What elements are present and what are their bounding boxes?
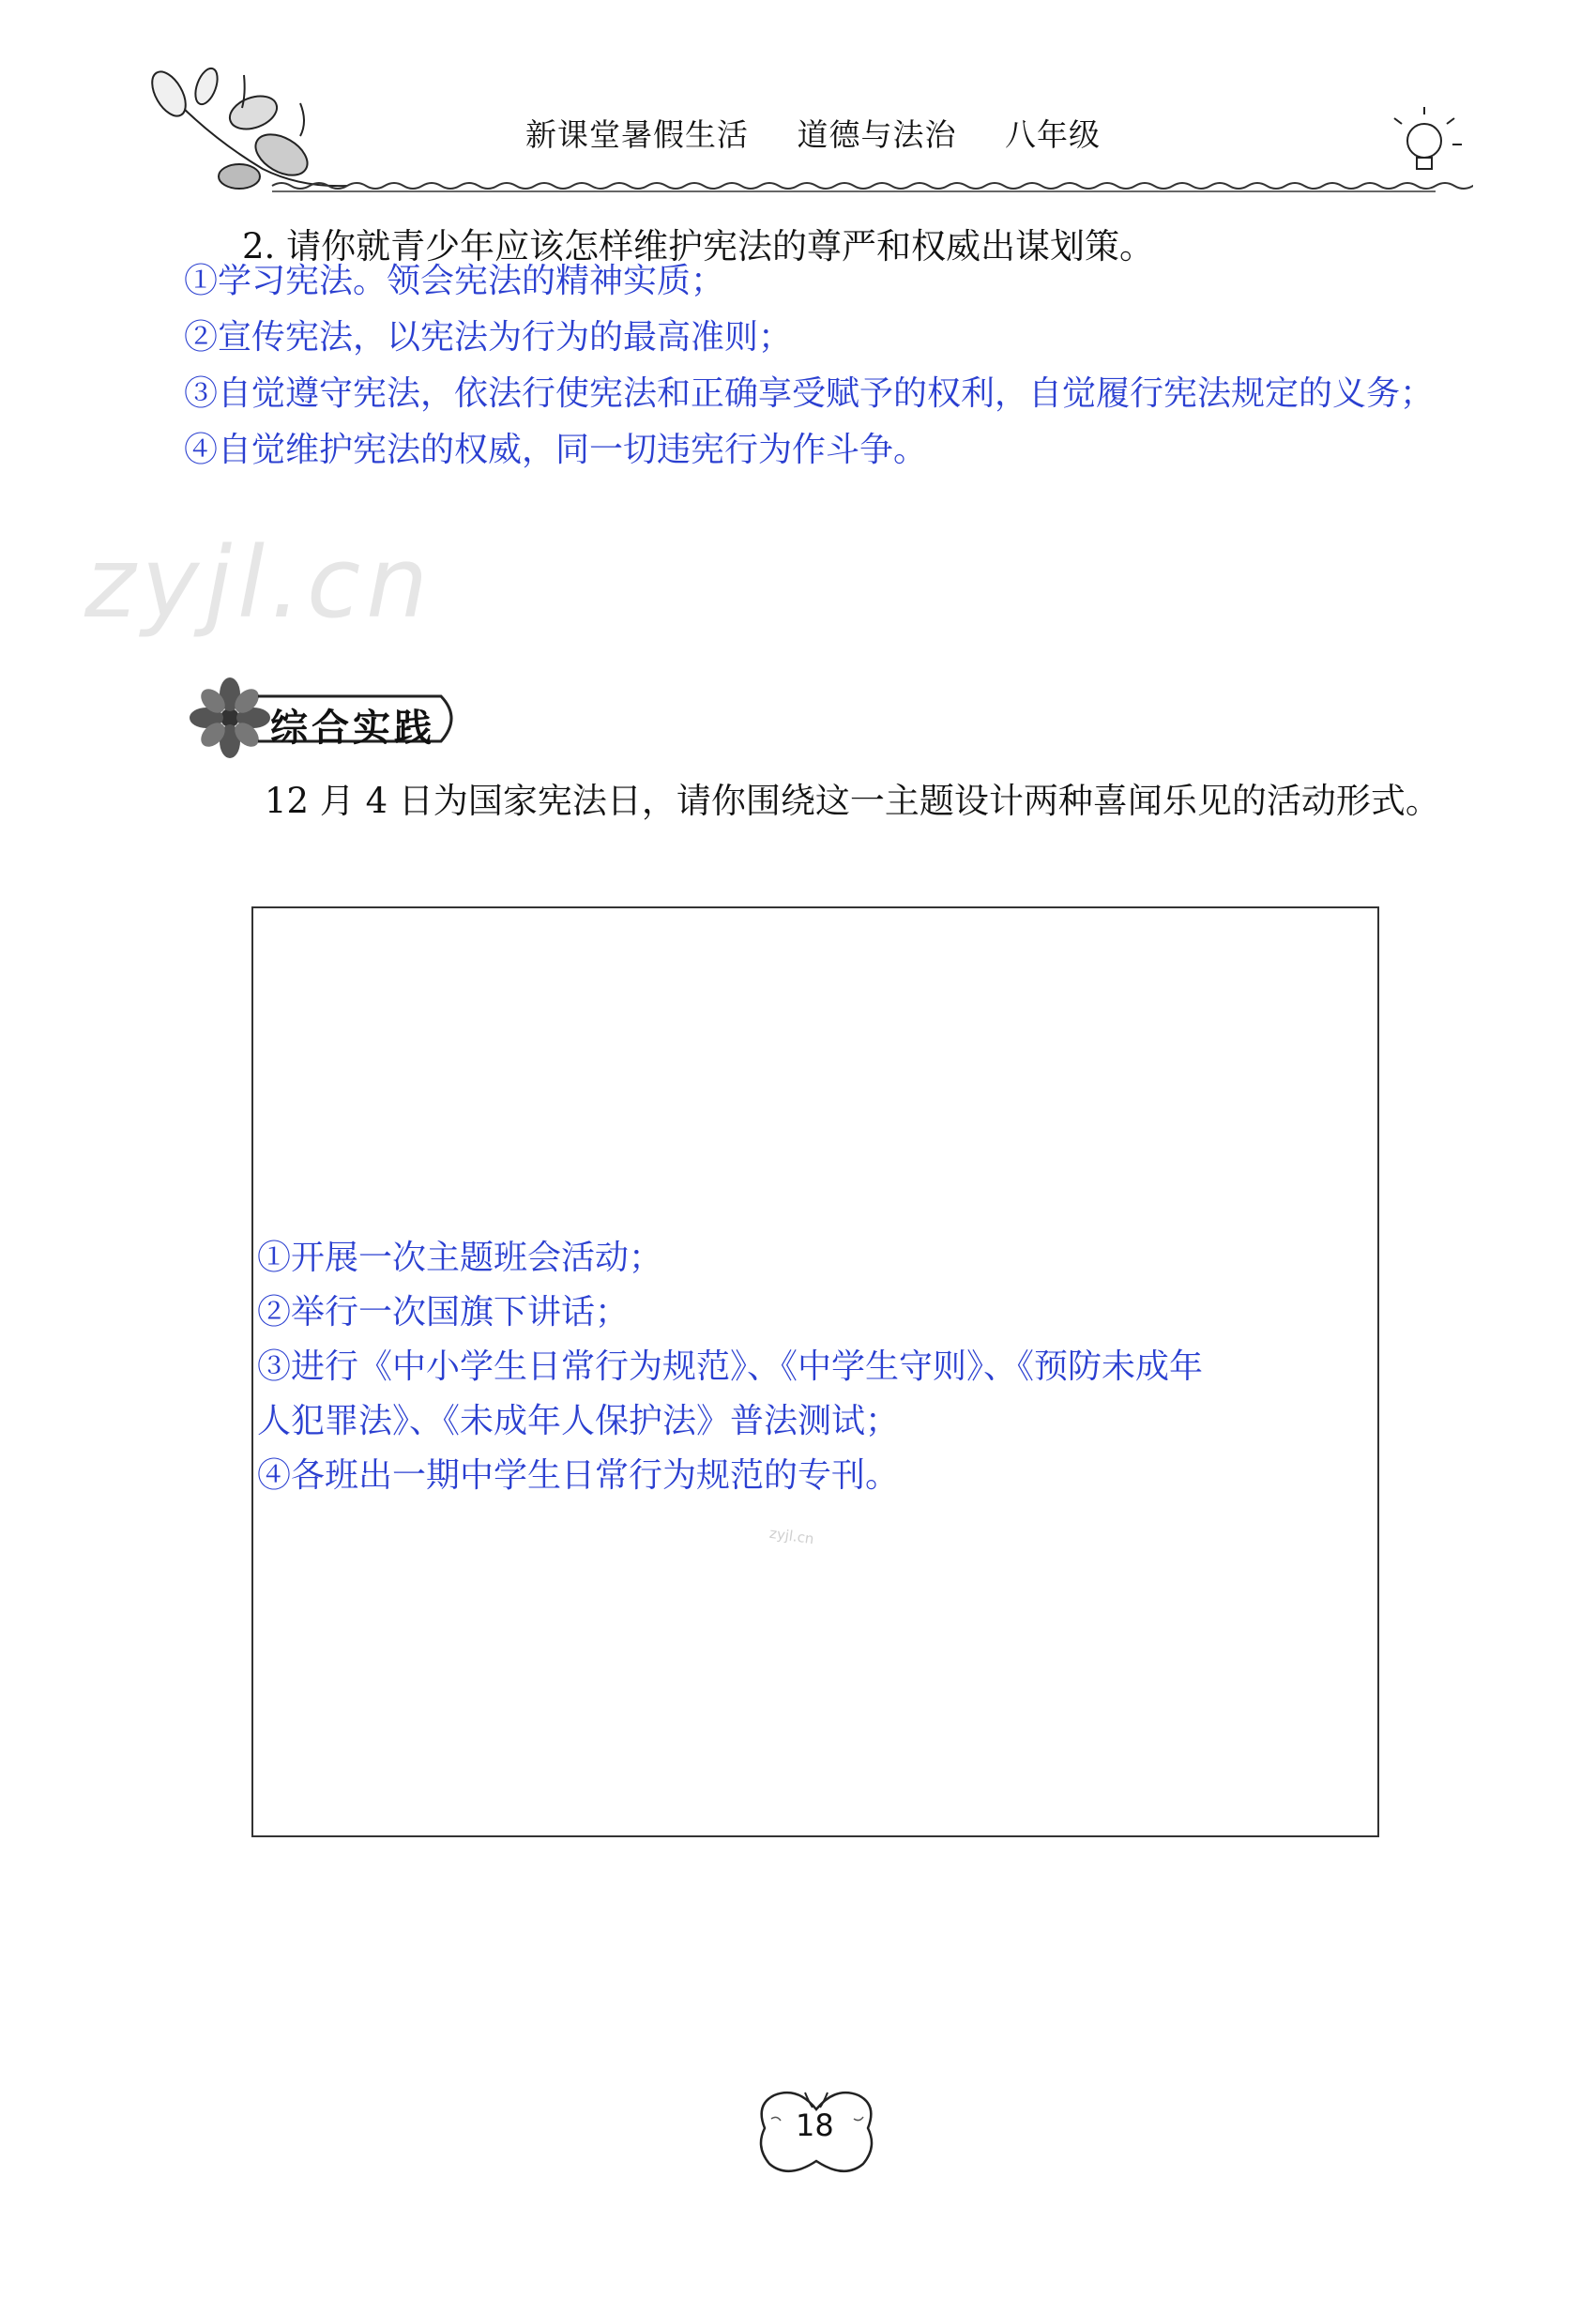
page-number: 18 (796, 2108, 834, 2143)
header-title (525, 111, 1101, 155)
header-title-grade: 八年级 (1005, 116, 1101, 153)
header-title-subject: 道德与法治 (797, 116, 957, 153)
header-title-book: 新课堂暑假生活 (525, 116, 749, 153)
header-wavy-rule (272, 183, 1473, 189)
answer-line: ③自觉遵守宪法，依法行使宪法和正确享受赋予的权利，自觉履行宪法规定的义务； (184, 374, 1435, 413)
answer-line: ②宣传宪法，以宪法为行为的最高准则； (184, 318, 793, 357)
watermark: zyjl.cn (84, 525, 434, 640)
small-watermark: zyjl.cn (768, 1524, 815, 1548)
answer-line: ④自觉维护宪法的权威，同一切违宪行为作斗争。 (184, 431, 928, 469)
lightbulb-icon (1394, 107, 1462, 169)
flower-branch-icon (145, 66, 347, 189)
practice-task-text: 12 月 4 日为国家宪法日，请你围绕这一主题设计两种喜闻乐见的活动形式。 (265, 781, 1440, 821)
practice-answer-line: ②举行一次国旗下讲话； (257, 1293, 630, 1332)
flower-icon (190, 677, 270, 758)
practice-answer-list (257, 1231, 1203, 1503)
practice-answer-line: ③进行《中小学生日常行为规范》、《中学生守则》、《预防未成年 (257, 1347, 1204, 1386)
question-answer-list (184, 253, 1434, 479)
practice-answer-line: ④各班出一期中学生日常行为规范的专刊。 (257, 1456, 900, 1495)
section-title: 综合实践 (270, 707, 435, 750)
practice-answer-line: ①开展一次主题班会活动； (257, 1239, 663, 1277)
practice-answer-line: 人犯罪法》、《未成年人保护法》普法测试； (257, 1402, 900, 1440)
answer-line: ①学习宪法。领会宪法的精神实质； (184, 262, 725, 300)
question-text: 2. 请你就青少年应该怎样维护宪法的尊严和权威出谋划策。 (242, 226, 1155, 266)
